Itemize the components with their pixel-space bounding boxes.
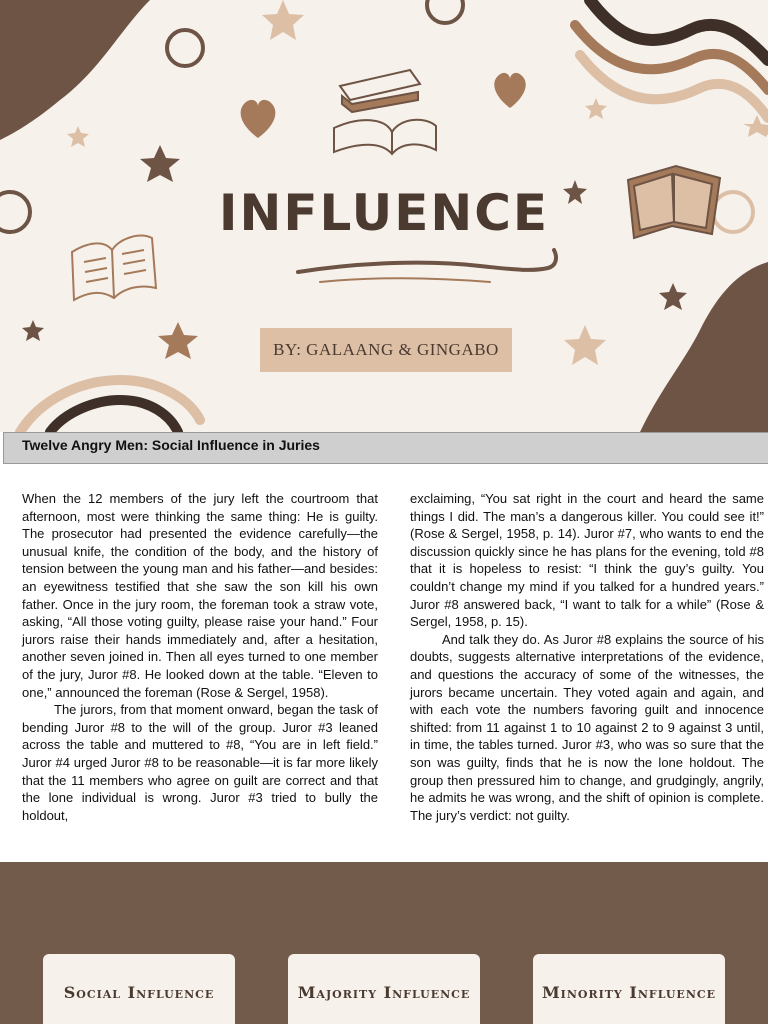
article-title: Twelve Angry Men: Social Influence in Juries (22, 437, 320, 453)
topic-card-label: Majority Influence (297, 983, 471, 1002)
heart-icon (494, 73, 525, 108)
byline-banner (260, 328, 512, 372)
article-section (0, 432, 768, 862)
star-icon (564, 325, 606, 365)
article-header-bar (3, 432, 768, 464)
article-paragraph: exclaiming, “You sat right in the court and heard the same things I did. The man’s a dangerous killer. You could see it!” (Rose & Sergel, 1958, p. 14). Juror #7, who wants to end the discussion quickly since he has plans for the evening, told #8 that it is hopeless to resist: “I think the guy’s guilty. You couldn’t change my mind if you talked for a hundred years.” Juror #8 answered back, “I want to talk for a while” (Rose & Sergel, 1958, p. 15). (410, 491, 764, 630)
star-icon (158, 322, 198, 359)
topic-card-social-influence[interactable] (43, 954, 235, 1024)
article-paragraph: The jurors, from that moment onward, began the task of bending Juror #8 to the will of the group. Juror #3 leaned across the table and muttered to #8, “You are in left field.” Juror #4 urged Juror #8 to be reasonable—it is far more likely that the 11 members who agree on guilt are correct and that the lone individual is wrong. Juror #3 tried to bully the holdout, (22, 702, 378, 823)
wave-stripes-icon (575, 0, 768, 118)
topic-card-majority-influence[interactable] (288, 954, 480, 1024)
cover-title: INFLUENCE (218, 184, 550, 242)
star-icon (140, 145, 180, 182)
blob-right-icon (640, 262, 768, 432)
cover-section (0, 0, 768, 432)
star-icon (67, 126, 89, 147)
star-icon (22, 320, 44, 341)
byline-text: BY: GALAANG & GINGABO (273, 340, 499, 359)
title-swoosh-icon (298, 250, 556, 282)
star-icon (585, 98, 607, 119)
article-column-left (22, 490, 378, 824)
book-stack-icon (334, 70, 436, 154)
topic-card-minority-influence[interactable] (533, 954, 725, 1024)
open-book-icon (72, 236, 156, 300)
star-icon (262, 0, 304, 40)
article-paragraph: And talk they do. As Juror #8 explains the source of his doubts, suggests alternative interpretations of the evidence, and questions the accuracy of some of the witnesses, the jurors became uncertain. They voted again and again, and with each vote the numbers favoring guilt and innocence shifted: from 11 against 1 to 10 against 2 to 9 against 3 until, in time, the tables turned. Juror #3, who was so sure that the son was guilty, finds that he is now the lone holdout. The group then pressured him to change, and grudgingly, angrily, he admits he was wrong, and the shift of opinion is complete. The jury’s verdict: not guilty. (410, 631, 764, 823)
article-paragraph: When the 12 members of the jury left the courtroom that afternoon, most were thinking the same thing: He is guilty. The prosecutor had presented the evidence carefully—the unusual knife, the condition of the body, and the history of tension between the young man and his father—and besides: an eyewitness testified that she saw the son kill his own father. Once in the jury room, the foreman took a straw vote, asking, “All those voting guilty, please raise your hand.” Four jurors raise their hands immediately and, after a hesitation, another seven joined in. Then all eyes turned to one member of the jury, Juror #8. He looked down at the table. “Eleven to one,” announced the foreman (Rose & Sergel, 1958). (22, 491, 378, 700)
blob-top-left-icon (0, 0, 150, 140)
topic-card-label: Social Influence (63, 983, 215, 1002)
star-icon (659, 283, 687, 310)
circle-ring-icon (167, 30, 203, 66)
heart-icon (241, 100, 276, 138)
rainbow-arc-icon (20, 380, 200, 432)
topics-section (0, 862, 768, 1024)
article-column-right (410, 490, 764, 824)
circle-ring-icon (427, 0, 463, 23)
topic-card-label: Minority Influence (541, 983, 717, 1002)
